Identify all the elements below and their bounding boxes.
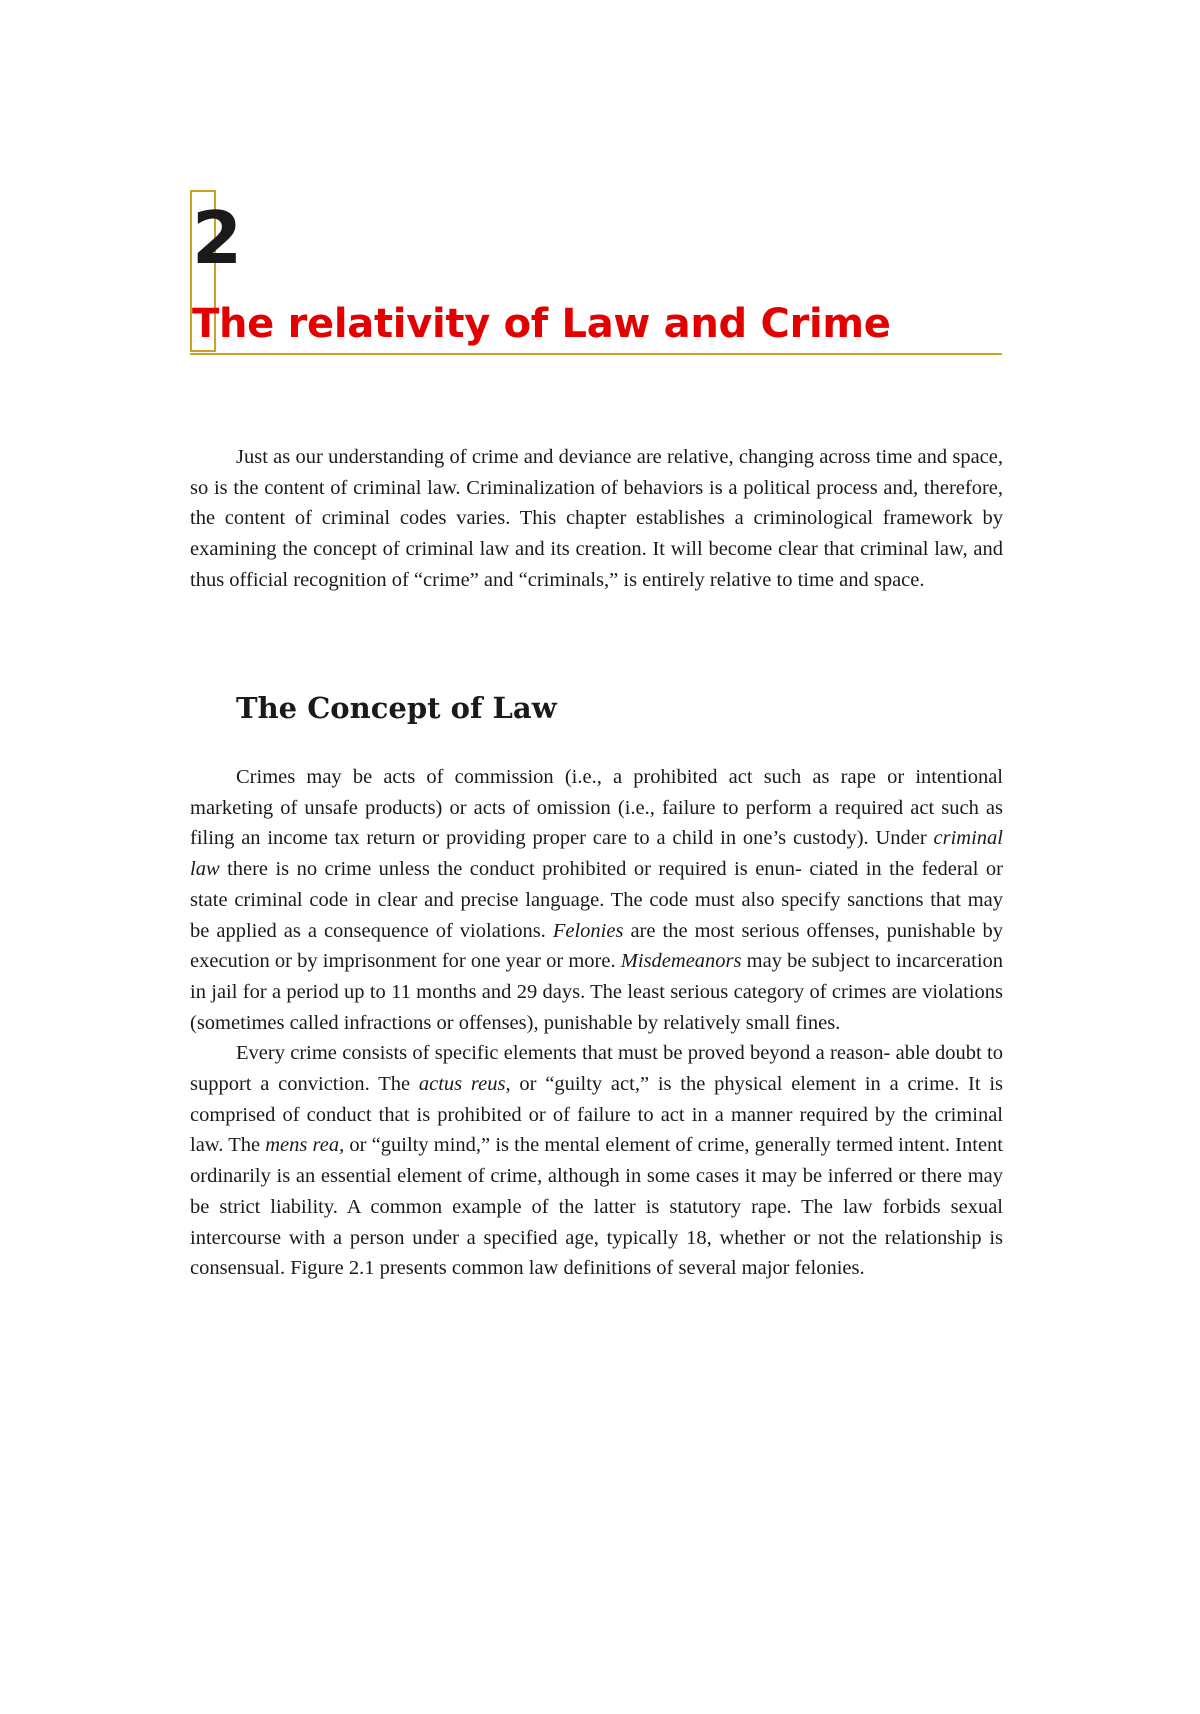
concept-of-law-section (190, 762, 1003, 1284)
term-felonies: Felonies (552, 919, 624, 942)
text-run: may be subject to incarceration in jail for a period up to 11 months and 29 days. The least serious category of crimes are violations (sometimes called infractions or offenses), punishable by relatively small fines. (190, 950, 1004, 1034)
term-mens-rea: mens rea (265, 1134, 340, 1157)
intro-paragraph: Just as our understanding of crime and deviance are relative, changing across time and space, so is the content of criminal law. Criminalization of behaviors is a political process and, therefore, the content of criminal codes varies. This chapter establishes a criminological framework by examining the concept of criminal law and its creation. It will become clear that criminal law, and thus official recognition of “crime” and “criminals,” is entirely relative to time and space. (190, 446, 1003, 591)
text-run: , or “guilty act,” is the physical element in a crime. It is comprised of conduct that is prohibited or of failure to act in a manner required by the criminal law. The (190, 1073, 1003, 1157)
chapter-rule (190, 353, 1002, 355)
text-run: , or “guilty mind,” is the mental element of crime, generally termed intent. Intent ordinarily is an essential element of crime, although in some cases it may be inferred or there may be strict liability. A common example of the latter is statutory rape. The law forbids sexual intercourse with a person under a specified age, typically 18, whether or not the relationship is consensual. Figure 2.1 presents common law definitions of several major felonies. (190, 1134, 1003, 1280)
term-criminal-law: criminal law (190, 827, 1003, 881)
paragraph-crime-elements (190, 1038, 1003, 1284)
paragraph-crime-types (190, 762, 1003, 1038)
section-heading: The Concept of Law (236, 691, 557, 725)
text-run: there is no crime unless the conduct prohibited or required is enun- ciated in the federal or state criminal code in clear and precise language. The code must also specify sanctions that may be applied as a consequence of violations. (190, 858, 1003, 942)
text-run: are the most serious offenses, punishable by execution or by imprisonment for one year or more. (190, 919, 1003, 973)
text-run: Every crime consists of specific elements that must be proved beyond a reason- able doubt to support a conviction. The (190, 1042, 1003, 1096)
term-misdemeanors: Misdemeanors (620, 950, 742, 973)
term-actus-reus: actus reus (418, 1073, 506, 1096)
chapter-title: The relativity of Law and Crime (192, 301, 891, 347)
text-run: Crimes may be acts of commission (i.e., a prohibited act such as rape or intentional marketing of unsafe products) or acts of omission (i.e., failure to perform a required act such as filing an income tax return or providing proper care to a child in one’s custody). Under (190, 766, 1003, 850)
chapter-header (190, 190, 1002, 358)
chapter-number: 2 (192, 196, 243, 280)
intro-section (190, 442, 1003, 596)
